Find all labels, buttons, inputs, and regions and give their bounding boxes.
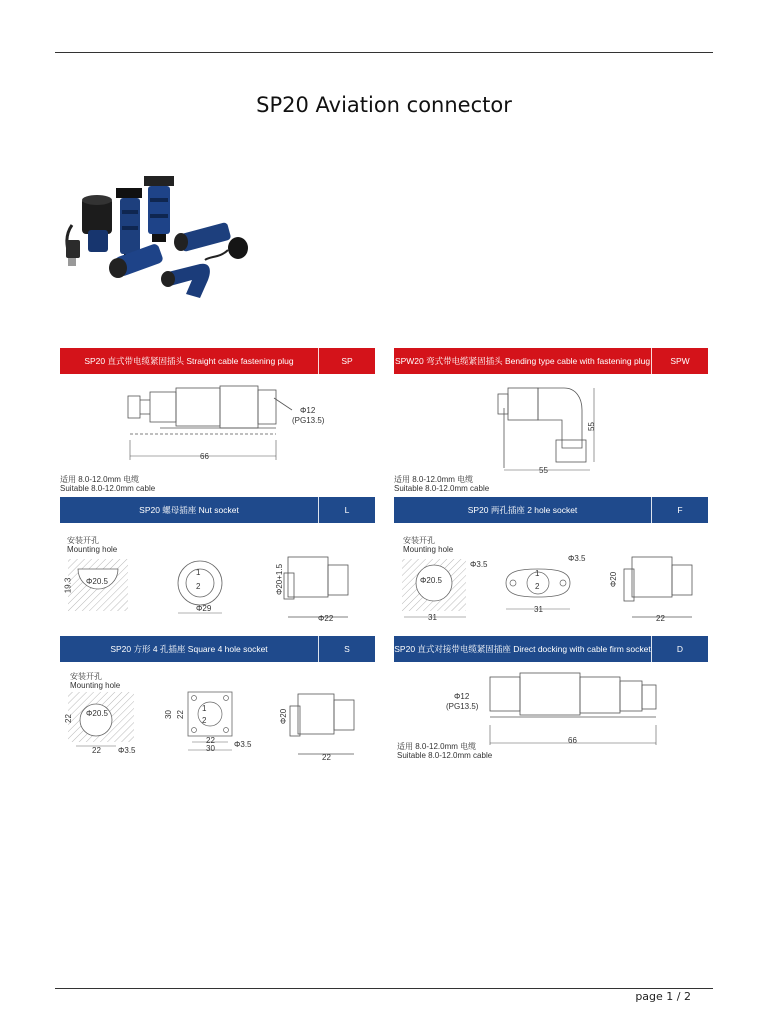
dim-22-s-h: 22 — [206, 736, 215, 745]
pin-1-f: 1 — [535, 569, 540, 578]
bottom-rule — [55, 988, 713, 989]
dim-31-mid: 31 — [534, 605, 543, 614]
page-number: page 1 / 2 — [635, 990, 691, 1003]
section-bar-spw — [394, 348, 708, 374]
section-bar-l — [60, 497, 375, 523]
dim-66: 66 — [200, 452, 209, 461]
dim-22-s-vert: 22 — [63, 714, 73, 723]
section-code-f: F — [651, 497, 708, 523]
dim-phi20-f: Φ20 — [609, 571, 619, 588]
section-label-sp: SP20 直式带电缆紧固插头 Straight cable fastening plug — [84, 356, 294, 366]
cable-note-en: Suitable 8.0-12.0mm cable — [60, 484, 156, 493]
section-code-spw: SPW — [651, 348, 708, 374]
mount-note-en-3: Mounting hole — [70, 681, 121, 690]
drawing-s — [60, 690, 375, 765]
dim-phi20-5-f: Φ20.5 — [420, 576, 442, 585]
dim-55-vertical: 55 — [586, 422, 596, 431]
section-label-d: SP20 直式对接带电缆紧固插座 Direct docking with cable firm socket — [394, 644, 651, 654]
page-title: SP20 Aviation connector — [256, 93, 512, 117]
section-label-s: SP20 方形 4 孔插座 Square 4 hole socket — [110, 644, 268, 654]
cable-note-cn: 适用 8.0-12.0mm 电缆 — [60, 475, 140, 484]
dim-phi3-5-f: Φ3.5 — [470, 560, 488, 569]
dim-phi20-5-s: Φ20.5 — [86, 709, 108, 718]
dim-phi12-d: Φ12 — [454, 692, 470, 701]
drawing-d — [394, 665, 708, 750]
pin-2: 2 — [196, 582, 201, 591]
pin-1: 1 — [196, 568, 201, 577]
section-label-l: SP20 螺母插座 Nut socket — [139, 505, 239, 515]
dim-31-left: 31 — [428, 613, 437, 622]
dim-55-horizontal: 55 — [539, 466, 548, 475]
section-label-f: SP20 两孔插座 2 hole socket — [467, 505, 578, 515]
dim-phi20-s: Φ20 — [279, 708, 289, 725]
section-code-sp: SP — [318, 348, 375, 374]
dim-66-d: 66 — [568, 736, 577, 745]
dim-22-f: 22 — [656, 614, 665, 623]
dim-phi29: Φ29 — [196, 604, 212, 613]
drawing-f — [394, 555, 708, 625]
dim-phi3-5-s2: Φ3.5 — [234, 740, 252, 749]
dim-phi12: Φ12 — [300, 406, 316, 415]
section-bar-sp — [60, 348, 375, 374]
section-code-d: D — [651, 636, 708, 662]
section-code-s: S — [318, 636, 375, 662]
dim-phi22: Φ22 — [318, 614, 334, 623]
dim-19-3: 19.3 — [63, 577, 73, 594]
drawing-sp — [60, 378, 375, 473]
pin-2-s: 2 — [202, 716, 207, 725]
dim-phi3-5-s: Φ3.5 — [118, 746, 136, 755]
dim-phi20-plus: Φ20+1.5 — [275, 563, 285, 596]
cable-note-en-3: Suitable 8.0-12.0mm cable — [397, 751, 493, 760]
section-bar-s — [60, 636, 375, 662]
section-label-spw: SPW20 弯式带电缆紧固插头 Bending type cable with fastening plug — [394, 356, 651, 366]
section-bar-d — [394, 636, 708, 662]
mount-note-en-2: Mounting hole — [403, 545, 454, 554]
drawing-l — [60, 555, 375, 625]
top-rule — [55, 52, 713, 53]
dim-22-s: 22 — [92, 746, 101, 755]
section-code-l: L — [318, 497, 375, 523]
dim-30-s-vert: 30 — [163, 710, 173, 719]
dim-22-s-vert2: 22 — [175, 710, 185, 719]
product-photo — [60, 130, 260, 330]
dim-pg135-d: (PG13.5) — [446, 702, 479, 711]
mount-note-en: Mounting hole — [67, 545, 118, 554]
mount-note-cn: 安装开孔 — [67, 536, 99, 545]
dim-phi20-5: Φ20.5 — [86, 577, 108, 586]
dim-30-s-h: 30 — [206, 744, 215, 753]
dim-22-s-right: 22 — [322, 753, 331, 762]
dim-phi3-5-f2: Φ3.5 — [568, 554, 586, 563]
pin-1-s: 1 — [202, 704, 207, 713]
pin-2-f: 2 — [535, 582, 540, 591]
cable-note-cn-3: 适用 8.0-12.0mm 电缆 — [397, 742, 477, 751]
dim-pg135: (PG13.5) — [292, 416, 325, 425]
drawing-spw — [394, 378, 708, 473]
section-bar-f — [394, 497, 708, 523]
mount-note-cn-3: 安装开孔 — [70, 672, 102, 681]
mount-note-cn-2: 安装开孔 — [403, 536, 435, 545]
cable-note-en-2: Suitable 8.0-12.0mm cable — [394, 484, 490, 493]
cable-note-cn-2: 适用 8.0-12.0mm 电缆 — [394, 475, 474, 484]
